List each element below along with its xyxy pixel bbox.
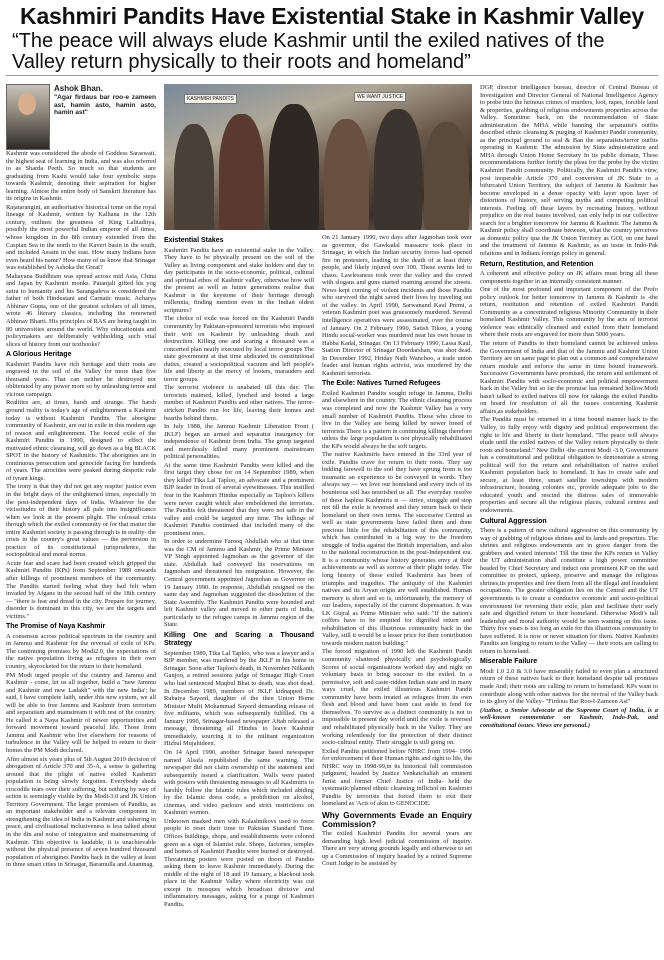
section-heading: Miserable Failure: [480, 658, 538, 666]
protest-photo: [164, 84, 472, 230]
paragraph: On 14 April 1990, another Srinagar based newspaper named Alsafa republished the same warning. The newspaper did not claim ownership of the statement and subsequently issued a clarification. Walls were pasted with posters with threatening messages to all Kashmiris to harshly follow the Islamic rules which included abiding by the Islamic dress code, a prohibition on alcohol, cinemas, and video parlours and strict restrictions on Kashmiri women.: [164, 748, 314, 817]
protester-figure: [174, 124, 214, 230]
section-heading: A Glorious Heritage: [6, 351, 72, 359]
paragraph: PM Modi urged people of the country and Jammu and Kashmir - come, let us all together, build a "new Jammu and Kashmir and new Ladakh" with the new India'; he said, I have complete faith, under this new system, we all will be able to free Jammu and Kashmir from terrorism and separatism and mainstream it with rest of the country. He called it a Naya Kashmir of newer opportunities and forward movement toward peaceful life. Those from Jammu and Kashmir who live elsewhere for reasons of turbulence in the Valley will be helped to return to their homes the PM Modi declared.: [6, 671, 156, 755]
headline: Kashmiri Pandits Have Existential Stake in Kashmir Valley: [20, 3, 644, 29]
paragraph: Kashmiri Pandits have an existential stake in the Valley. They have to be physically present on the soil of the Valley as living component and stake holders and day to day participants in the socio-economic, political, cultural and spiritual ethos of Kashmir valley, otherwise how will the present as well as future generations realise that Kashmir is the keystone of their heritage through millennia, finding mention even in the Indian oldest scriptures?: [164, 246, 314, 314]
paragraph: DGP, director intelligence bureau, director of Central Bureau of Investigation and Director General of National Intelligence Agency to probe into the heinous crimes of murders, loot, rapes, forcible land & properties, grabbing of religious endowments properties across the Valley. Sometime back, on the recommendation of State administration the MHA while banning the separatist's outfits described ethnic cleansing & purging of Kashmiri Pandit community, as the principal ground to seal & Ban the separatists/terror outfits operating in Kashmir. The admission by State administration and MHA through Union Home Secretary In its public domain, These recommendations further fortify the pleas for the probe by the victim Kashmiri Pandit community. Politically, the Kashmiri Pandit's view, post inoperable Article 370 and conversion of JK State to a bifurcated Union Territory, the subject of Jammu & Kashmir has become enveloped in a dense opacity with layer upon layer of distortions of history, self serving myths and competing political interests. Feeling off these layers by recreating history, without prejudice on the real issues involved, can only help in our collective search for a brighter tomorrow for Jammu & Kashmir. The Jammu & Kashmir policy shall coordinate between, what the country perceives as domestic policy qua the JK Union Territory as GOI, on one hand and the treatment of Jammu & Kashmir, as an issue in Indo-Pak relations and in Indians foreign policy in general.: [480, 84, 658, 258]
paragraph: The irony is that they did not get any respite/ justice even in the bright days of the enlightened times, especially in the post-independent days of India. Whatever be the vicissitudes of their history all pale into insignificance when we look at the present plight. The colossal crisis through which the exiled community or for that matter the entire Kashmiri society is passing through is in reality- the crisis in the country's great values — the perversion in practice of its constitutional jurisprudence, the sociopolitical and moral norms.: [6, 483, 156, 559]
protester-figure: [424, 122, 469, 230]
paragraph: There is a pattern of new cultural aggression on this community by way of grabbing of religious shrines and its lands and properties. The shrines and religious endowments are in grave danger from the grabbers and vested interests! Till the time the KPs return to Valley the UT administration shall constitute a high power committee headed by Chief Secretary and induct one prominent KP on the said committee to protect, upkeep, preserve and manage the religious shrines,its properties and free them from all the illegal and fraudulent occupations. The greater obligation lies on the Central and the UT governments is to create a conducive economic and socio-political environment for reversing their exile, plan and facilitate their early safe and dignified return to their homeland. Otherwise Modi's tall leadership and moral authority would be seen wanting on this issue. Thirty five years is too long an exile for this illustrious community to have suffered. It is now or never situation for them. Native Kashmiri Pandits are longing to return to the Valley — their roots are calling to return to homeland.: [480, 527, 658, 655]
protester-figure: [324, 119, 369, 230]
paragraph: In order to undermine Farooq Abdullah who at that time was the CM of Jammu and Kashmir, the Prime Minister VP Singh appointed Jagmohan as the governor of the state. Abdullah had conveyed his reservations on Jagmohan and threatened his resignation. However, the Central government appointed Jagmohan as Governor on 19 January 1990. In response, Abdullah resigned on the same day and Jagmohan suggested the dissolution of the State Assembly. The Kashmiri Pandits were hounded and left Kashmir valley and moved to other parts of India, particularly to the refugee camps in Jammu region of the State.: [164, 538, 314, 629]
column-1: [6, 84, 156, 954]
quote-subheadline: “The peace will always elude Kashmir until the exiled natives of the Valley return physically to their roots and homeland”: [12, 30, 605, 73]
paragraph: At the same time Kashmiri Pandits were killed and the first target they chose for on 14 September 1989, when they killed Tika Lal Taploo, an advocate and a prominent BJP leader in front of several eyewitnesses. This instilled fear in the Kashmiri Hindus especially as Taploo's killers were never caught which also emboldened the terrorists. The Pandits felt threatened that they were not safe in the valley and could be targeted any time. The killings of Kashmiri Pandits continued that included many of the prominent ones.: [164, 461, 314, 537]
paragraph: The return of Pandits to their homeland cannot be achieved unless the Government of India and that of the Jammu and Kashmir Union Territory are on same page to plan out a common and comprehensive return module and enforce the same in time bound framework. Successive Governments have promised, the return and settlement of Kashmiri Pandits with socio-economic and political empowerment back in the Valley but so far the promise has remained hollow.Modi hasn't talked to exiled natives till now for takings the exiled Pandits on board for resolution of all the issues concerning Kashmir affairs,as stakeholders.: [480, 340, 658, 415]
paragraph: The exiled Kashmiri Pandits for several years are demanding high level judicial commission of inquiry. There are very strong grounds legally and otherwise to set up a Commission of inquiry headed by a retired Supreme Court Judge to be assisted by: [322, 829, 472, 868]
paragraph: The choice of exile was forced on the Kashmiri Pandit community by Pakistan-sponsored terrorists who imposed their writ on Kashmir by unleashing death and destruction. Killing one and scaring a thousand was a concerted plan neatly executed by local terror groups The state government at that time abdicated its constitutional duties, created a sociopolitical vacuum and left people's life and liberty at the mercy of looters, marauders and terror groups.: [164, 315, 314, 383]
paragraph: September 1989, Tika Lal Taploo, who was a lawyer and a BJP member, was murdered by the JKLF in his home in Srinagar. Soon after Taploo's death, in November Nilkanth Ganjoo, a retired sessions judge of Srinagar High Court who had sentenced Maqbul Bhat to death, was shot dead. In December 1989, members of JKLF kidnapped Dr. Rubaiya Sayeed, daughter of the then Union Home Minister Mufti Mohammad Sayeed demanding release of five militants, which was subsequently fulfilled. On 4 January 1990, Srinagar-based newspaper Aftab released a message, threatening all Hindus to leave Kashmir immediately, sourcing it to the militant organization Hizbul Mujahideen.: [164, 649, 314, 748]
author-portrait: [6, 84, 50, 150]
section-heading: The Promise of Naya Kashmir: [6, 623, 106, 631]
paragraph: Realities are, at times, harsh and strange. The harsh ground reality is today's age of enlightenment a Kashmir today is without Kashmiri Pandits. The aborigine community of Kashmir, are out in exile in this modern age of reason and enlightenment. The forced exile of the Kashmiri Pandits in 1990, designed to effect the motivated ethnic cleansing, will go down as a big BLACK SPOT in the history of Kashmiris. The aborigines are in continuous persecution and genocide facing for hundreds of years. The atrocities were peaked during despotic rule of tyrant kings.: [6, 399, 156, 482]
paragraph: Kashmiri Pandits have rich heritage and their roots are engraved in the soil of the Valley for more than five thousand years. That can neither be destroyed nor obliterated by any power more so by unleashing terror and vicious campaign.: [6, 360, 156, 398]
byline-text: [54, 84, 156, 150]
paragraph: Modi 1.0 2.0 & 3.0 have miserably failed to even plan a structured return of these natives back to their homeland despite tall promises made And; their roots are calling to return to homeland. KPs want to contribute along with other natives for the revival of the Valley back to its glory of the Valley- "Firdous Bar Roo-I-Zameen Ast": [480, 667, 658, 706]
paragraph: Rajatarangini, an authoritative historical tome on the royal lineage of Kashmir, written by Kalhana in the 12th century, outlines the greatness of King Lalitaditya, possibly the most powerful Indian emperor of all times, whose kingdom in the 8th century extended from the Caspian Sea in the north to the Kaveri basin in the south, and included Assam in the east. How many Indians have even heard his name? How many of us know that Srinagar was established by Ashoka the Great?: [6, 203, 156, 272]
protest-placard: KASHMIRI PANDITS: [184, 94, 237, 104]
paragraph: The forced migration of 1990 left the Kashmiri Pandit community shattered physically and psychologically. Scores of social organisations worked day and night on voluntary basis to bring succour to the exiled. In a permissive, soft and caste-ridden Indian state and in many ways cruel, the exiled illustrious Kashmiri Pandit community have been treated as refugees from its own flesh and blood and have been cast aside to fend for themselves. To survive as a distinct community is not to impossible in present day world until the exile is reversed and rehabilitated physically back in the Valley. They are working relentlessly for the protection of their distinct socio-cultural entity. Their struggle is still going on.: [322, 648, 472, 747]
protester-figure: [269, 104, 319, 230]
divider: [6, 75, 658, 76]
section-heading: The Exile: Natives Turned Refugees: [322, 380, 441, 388]
protester-figure: [374, 109, 422, 230]
paragraph: The terrorist violence is unabated till this day. The terrorists maimed, killed, lynched and looted a large number of Kashmiri Pandits and other natives. The terror-stricken Pandits run for life, leaving their homes and hearths behind them.: [164, 384, 314, 422]
column-4: [480, 84, 658, 954]
paragraph: One of the most profound and important component of the Profo policy outlook for better tomorrow in Jammu & Kashmir is -the return, restitution and retention of exiled Kashmiri Pandit Community as a concentrated religious Minority Community in their homeland Kashmir Valley. This community by the acts of terrorist violence was ethnically cleansed and exited from their homeland where their roots are engraved for more than 5000 years.: [480, 286, 658, 339]
pull-quote: "Agar firdaus bar roo-e zameen ast, hamin asto, hamin asto, hamin ast": [54, 94, 156, 117]
byline: [6, 84, 156, 150]
column-3: [322, 234, 472, 956]
paragraph: After almost six years plus of 5th August 2019 decision of abrogation of Article 370 and 35-A, a sense is gathering around that the plight of native exiled Kashmiri population is being slowly forgotten. Everybody sheds crocodile tears over their suffering, but nothing by way of action is seemingly visible by the Modi-3.0 and JK Union Territory Government. The larger promises of Pandits, as an important stakeholder and a relevant component in strengthening the idea of India in Kashmir and ushering in peace, and civilisational inclusiveness is less talked about in the din and noise of integration and mainstreaming of Kashmir. This objective is laudable, it is unachievable without the physical presence of seven hundred thousand population of aborigines Pandits back in the valley at least in three smart cities in Srinagar, Baramulla and Anantnag.: [6, 755, 156, 869]
protester-figure: [219, 114, 264, 230]
paragraph: The Pandits must be returned in a time bound manner back to the Valley, to fully enjoy with dignity and political empowerment the right to life and liberty in their homeland. "The peace will always elude until the exiled natives of the Valley return physically to their roots and homeland." New Delhi -the current Modi -3.0, Government has a constitutional and political obligation to demonstrate a strong political will for the return and rehabilitation of native exiled Kashmiri population back to homeland. It has to create safe and secure, at least three, smart satellite townships with modern infrastructure, housing colonies etc, provide adequate jobs to the educated youth and rescind the distress sales of immovable properties and secure all the religious places, cultural centres and endowments.: [480, 416, 658, 515]
paragraph: Exiled Pandits petitioned before NHRC from 1994- 1996 for enforcement of their Human rights and right to life, the NHRC way in 1998-99,in its historical full commission judgment, headed by Justice Venkatchaliah an eminent Jurist and former Chief Justice of India- held the systematic/planned ethnic cleansing inflicted on Kashmiri Pandits by terrorists that forced them to exit their homeland as 'Acts of akin to GENOCIDE.: [322, 747, 472, 808]
author-bio: (Author, a Senior Advocate at the Supreme Court of India, is a well-known commentator on Kashmir, Indo-Pak, and constitutional issues. Views are personal.): [480, 706, 658, 729]
paragraph: A coherent and effective policy on JK affairs must bring all these components together in an internally consistent manner.: [480, 270, 658, 285]
paragraph: Unknown masked men with Kalashnikovs used to force people to reset their time to Pakistan Standard Time. Offices buildings, shops, and establishments were colored green as a sign of Islamist rule. Shops, factories, temples and homes of Kashmiri Pandits were burned or destroyed. Threatening posters were posted on doors of Pandits asking them to leave Kashmir immediately. During the middle of the night of 18 and 19 January, a blackout took place in the Kashmir Valley where electricity was cut except in mosques which broadcast divisive and inflammatory messages, asking for a purge of Kashmiri Pandits.: [164, 817, 314, 908]
section-heading: Existential Stakes: [164, 237, 224, 244]
column-2: [164, 234, 314, 956]
protest-placard: WE WANT JUSTICE: [354, 92, 406, 102]
section-heading: Return, Restitution, and Retention: [480, 260, 594, 268]
author-name: Ashok Bhan.: [54, 84, 103, 93]
paragraph: Mahayana Buddhism was spread across mid Asia, China and Japan by Kashmiri monks. Patanjali gifted his yog sutra to humanity and his Sarangadeva is considered the father of both Hindustani and Carnatic music. Acharya Abhinav Gupta, one of the greatest scholars of all times, wrote 46 literary classics, including the renowned Abhinav Bharti. His principles of RAS are being taught in 80 universities around the world. Why educationists and policymakers are deliberately withholding such vital slices of history from our textbooks?: [6, 272, 156, 348]
paragraph: Kashmir was considered the abode of Goddess Saraswati, the highest seat of learning in India, and was also referred to as Sharda Peeth. So much so that students are graduating from Kashi would take four symbolic steps towards Kashmir, denoting their aspiration for higher learning. Almost the entire body of Sanskrit literature has its origins in Kashmir.: [6, 150, 156, 203]
paragraph: In July 1988, the Jammu Kashmir Liberation Front ( JKLF) began an armed and separatist insurgency for independence of Kashmir from India. The group targeted and mercilessly killed many prominent mainstream political personalities.: [164, 423, 314, 461]
section-heading: Killing One and Scaring a Thousand Strategy: [164, 631, 314, 648]
paragraph: On 21 January 1990, two days after Jagmohan took over as governor, the Gawkadal massacre took place in Srinagar, in which the Indian security forces had opened fire on protesters, leading to the death of at least thirty people, and likely injured over 100. These events led to chaos. Lawlessness took over the valley and the crowd with slogans and guns started roaming around the streets. News kept coming of violent incidents and those Pandits who survived the night saved their lives by traveling out of the valley. In April 1990, Sarwanand Kaul Premi, a veteran Kashmiri poet was gruesomely murdered. Several intelligence operatives were assassinated, over the course of January. On 2 February 1990, Satish Tikoo, a young Hindu social-worker was murdered near his own house in Habba Kadal, Srinagar. On 13 February 1990, Lassa Kaul, Station Director of Srinagar Doordarshan, was shot dead. In December 1992, Hriday Nath Wanchoo, a trade union leader and human rights activist, was murdered by the Kashmiri terrorists.: [322, 234, 472, 377]
paragraph: Exiled Kashmiri Pandits sought refuge in Jammu, Delhi and elsewhere in the country. The ethnic cleansing process was completed and now the Kashmir Valley has a very small number of Kashmiri Pandits. Those who chose to live in the Valley are being killed by newer breed of terrorists There is a pattern in continuing killings therefore unless the large population is not physically rehabilitated the KPs would always be the soft targets.: [322, 389, 472, 450]
section-heading: Cultural Aggression: [480, 517, 547, 525]
paragraph: Acute fear and scare had been created which gripped the Kashmiri Pandits (KPs) from September 1989 onwards after killings of prominent members of the community. The Pandits started feeling what they had felt when invaded by Afgans in the second half of the 18th century — "there is fear and dread in the city. Prepare for journey, disorder is dominant in this city, we are the targets and victims.": [6, 559, 156, 620]
paragraph: The native Kashmiris have entered in the 33rd year of exile. Pandits crave for return to their roots. They say bidding farewell to the soil they have sprung from is too traumatic an experience to be conveyed in words. They always say — we love our homeland and every inch of its bounteous soil has nourished us all. The everyday resolve of these hapless Kashmiris is — strive, struggle and stop not till the exile is reversed and they return back to their homeland on their own terms. The successive Central as well as state governments have failed them and done precious little for the rehabilitation of this community, which has contributed in a big way to the freedom struggle of India against the British imperialism, and also to the national reconstruction in the post-Independent era. It is a community whose history generates envy at their achievements as well as sorrow at their plight today. The long history of these exiled Kashmiris has been of triumphs and tragedies. The antiquity of the Kashmiri natives and its Aryan origin are well established. Human memory is short and so is, unfortunately, the memory of our leaders, especially of the current dispensation. It was LK Gujral as Prime Minister who said: "If the nation's coffers have to be emptied for dignified return and rehabilitation of this illustrious community back in the Valley, still it would be a lesser price for their contribution towards modern nation building.": [322, 451, 472, 647]
section-heading: Why Governments Evade an Enquiry Commission?: [322, 810, 472, 829]
paragraph: A consensus across political spectrum in the country and in Jammu and Kashmir for the reversal of exile of KPs. The continuing promises by Modi2.0, the expectations of the native population living as refugees in their own country, skyrocketed for the return to their homeland.: [6, 632, 156, 670]
